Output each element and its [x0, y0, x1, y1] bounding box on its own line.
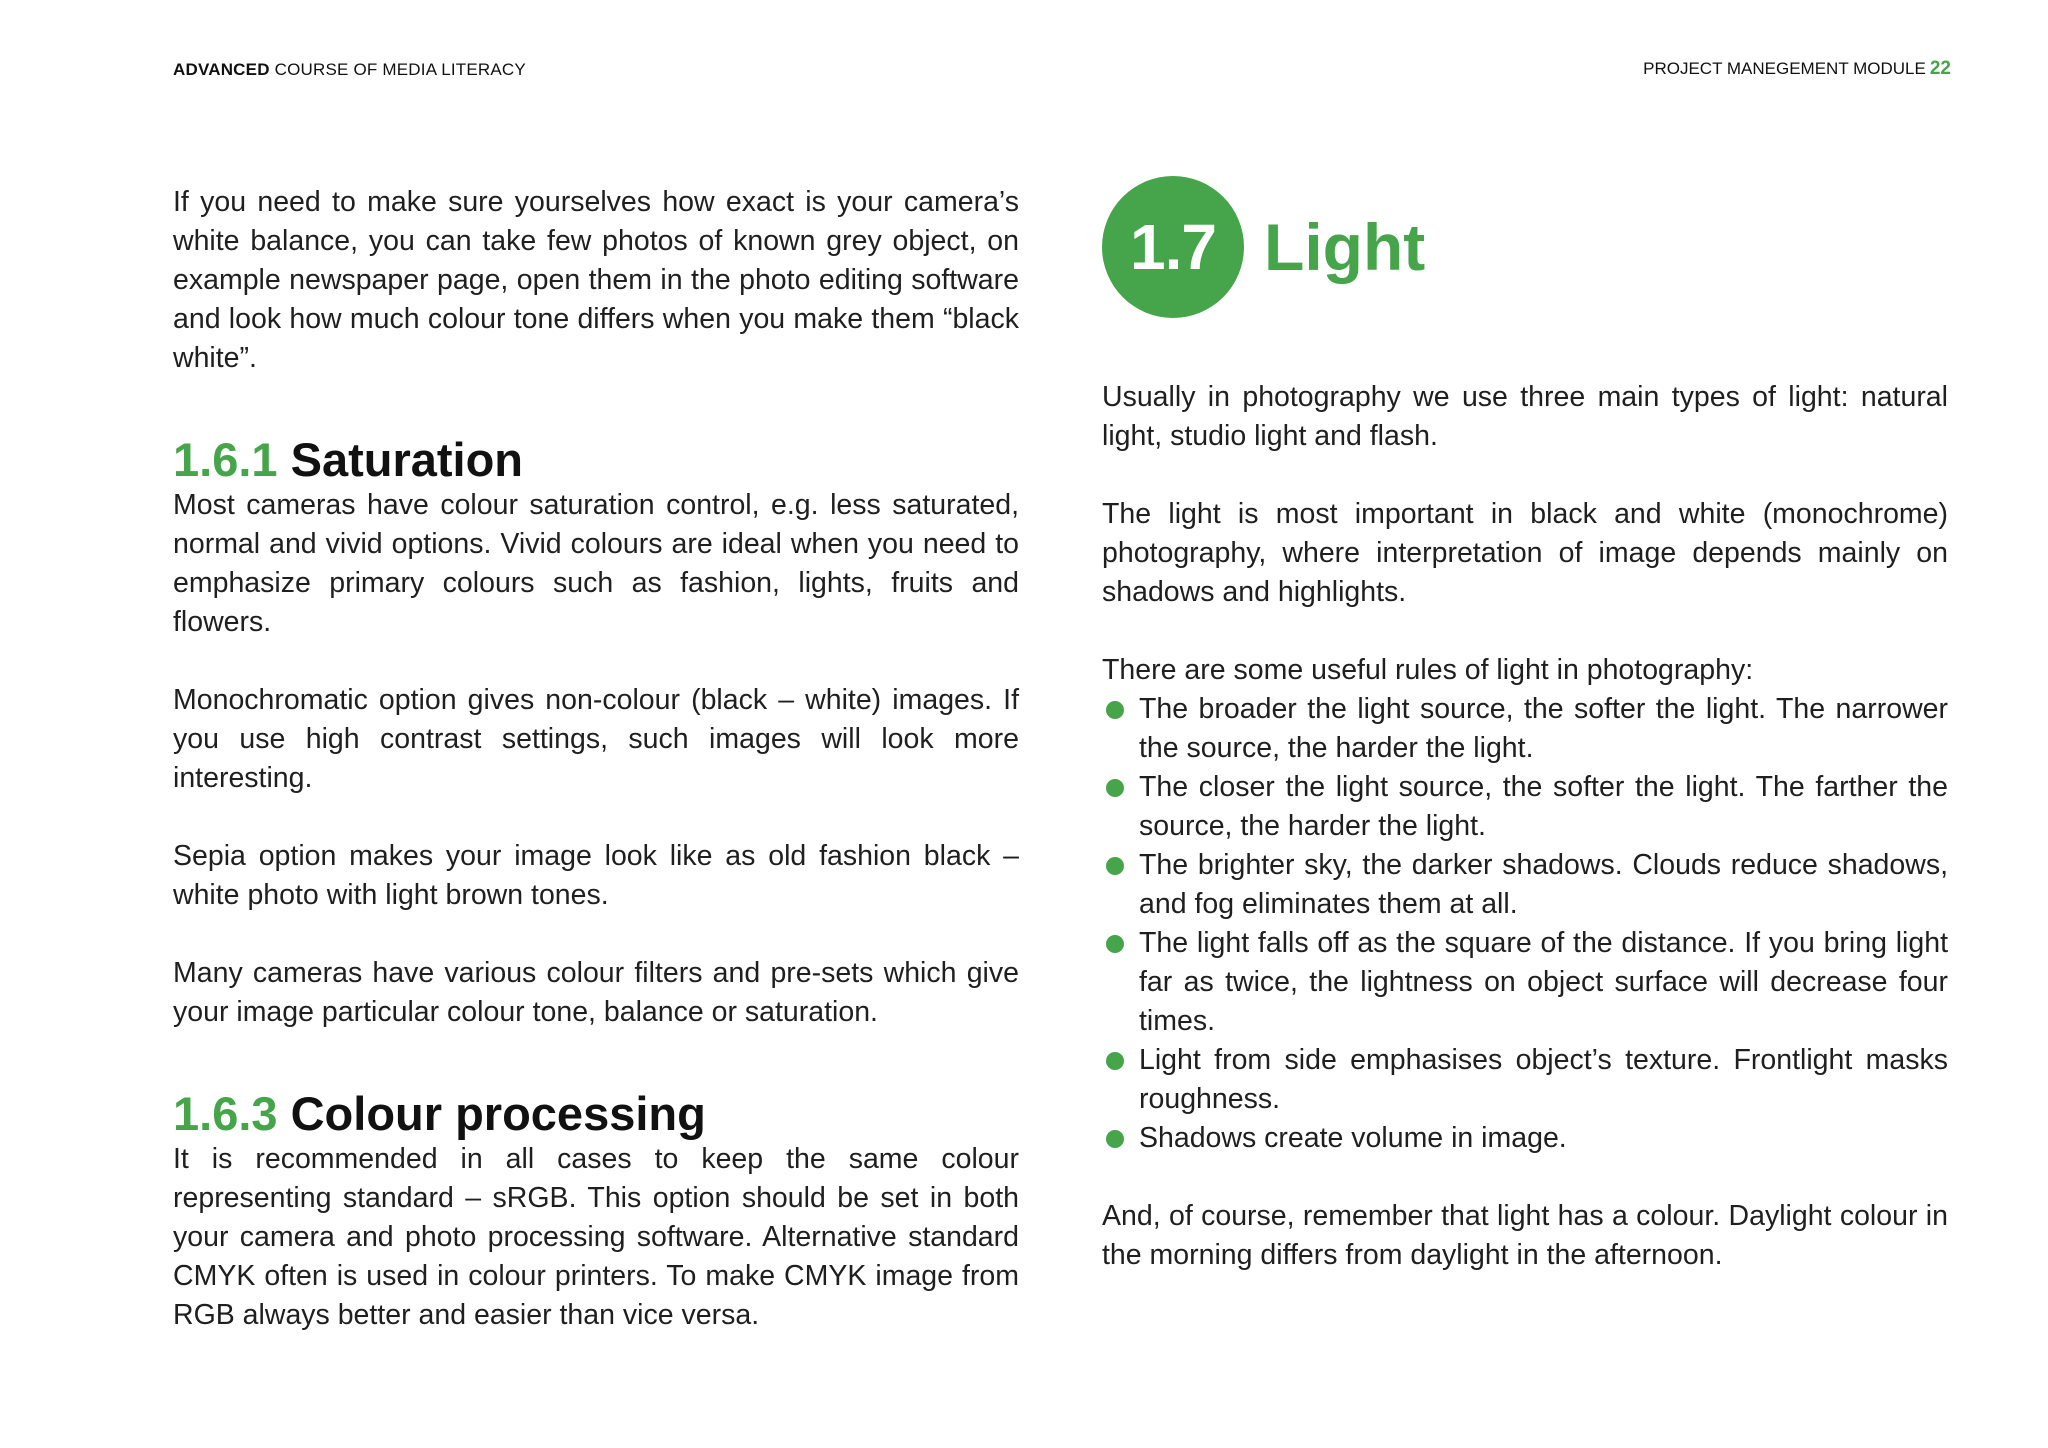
- bullet-icon: [1106, 1052, 1124, 1070]
- rules-intro: There are some useful rules of light in photography:: [1102, 654, 1754, 686]
- rule-text: The brighter sky, the darker shadows. Clouds reduce shadows, and fog eliminates them at all.: [1139, 849, 1948, 920]
- light-colour-paragraph: And, of course, remember that light has a colour. Daylight colour in the morning differs from daylight in the afternoon.: [1102, 1200, 1948, 1271]
- chapter-title: Light: [1264, 210, 1426, 284]
- rule-text: Shadows create volume in image.: [1139, 1122, 1567, 1154]
- filters-paragraph: Many cameras have various colour filters and pre-sets which give your image particular colour tone, balance or saturation.: [173, 957, 1019, 1028]
- list-item: [1102, 1041, 1948, 1119]
- saturation-paragraph: Most cameras have colour saturation control, e.g. less saturated, normal and vivid options. Vivid colours are ideal when you need to emphasize primary colours such as fashion, lights, fruits and flowers.: [173, 489, 1019, 638]
- right-column: [1102, 378, 1948, 1275]
- list-item: [1102, 1119, 1948, 1158]
- list-item: [1102, 690, 1948, 768]
- light-types-paragraph: Usually in photography we use three main types of light: natural light, studio light and flash.: [1102, 381, 1948, 452]
- rule-text: The broader the light source, the softer the light. The narrower the source, the harder the light.: [1139, 693, 1948, 764]
- bullet-icon: [1106, 779, 1124, 797]
- chapter-heading: [1102, 176, 1425, 318]
- sepia-paragraph: Sepia option makes your image look like as old fashion black – white photo with light brown tones.: [173, 840, 1019, 911]
- header-course-bold: ADVANCED: [173, 60, 270, 79]
- left-column: [173, 183, 1019, 1335]
- bullet-icon: [1106, 1130, 1124, 1148]
- saturation-section-number: 1.6.1: [173, 433, 278, 486]
- bullet-icon: [1106, 935, 1124, 953]
- header-module-name: PROJECT MANEGEMENT MODULE: [1643, 59, 1926, 78]
- saturation-heading: [173, 434, 1019, 486]
- colour-processing-section-number: 1.6.3: [173, 1087, 278, 1140]
- rule-text: The closer the light source, the softer the light. The farther the source, the harder the light.: [1139, 771, 1948, 842]
- list-item: [1102, 924, 1948, 1041]
- colour-processing-paragraph: It is recommended in all cases to keep the same colour representing standard – sRGB. This option should be set in both your camera and photo processing software. Alternative standard CMYK often is used in colour printers. To make CMYK image from RGB always better and easier than vice versa.: [173, 1143, 1019, 1331]
- saturation-section-title: Saturation: [290, 433, 524, 486]
- header-course-rest: COURSE OF MEDIA LITERACY: [269, 60, 526, 79]
- bullet-icon: [1106, 857, 1124, 875]
- light-rules-list: [1102, 690, 1948, 1158]
- chapter-number-badge: 1.7: [1102, 176, 1244, 318]
- monochrome-light-paragraph: The light is most important in black and white (monochrome) photography, where interpretation of image depends mainly on shadows and highlights.: [1102, 498, 1948, 608]
- list-item: [1102, 846, 1948, 924]
- running-header-right: [1643, 58, 1951, 80]
- colour-processing-heading: [173, 1088, 1019, 1140]
- rule-text: The light falls off as the square of the distance. If you bring light far as twice, the lightness on object surface will decrease four times.: [1139, 927, 1948, 1037]
- list-item: [1102, 768, 1948, 846]
- running-header-left: [173, 60, 526, 80]
- white-balance-paragraph: If you need to make sure yourselves how exact is your camera’s white balance, you can take few photos of known grey object, on example newspaper page, open them in the photo editing software and look how much colour tone differs when you make them “black white”.: [173, 186, 1019, 374]
- page-number: 22: [1929, 58, 1951, 79]
- monochromatic-paragraph: Monochromatic option gives non-colour (black – white) images. If you use high contrast settings, such images will look more interesting.: [173, 684, 1019, 794]
- bullet-icon: [1106, 701, 1124, 719]
- colour-processing-section-title: Colour processing: [290, 1087, 706, 1140]
- rule-text: Light from side emphasises object’s texture. Frontlight masks roughness.: [1139, 1044, 1948, 1115]
